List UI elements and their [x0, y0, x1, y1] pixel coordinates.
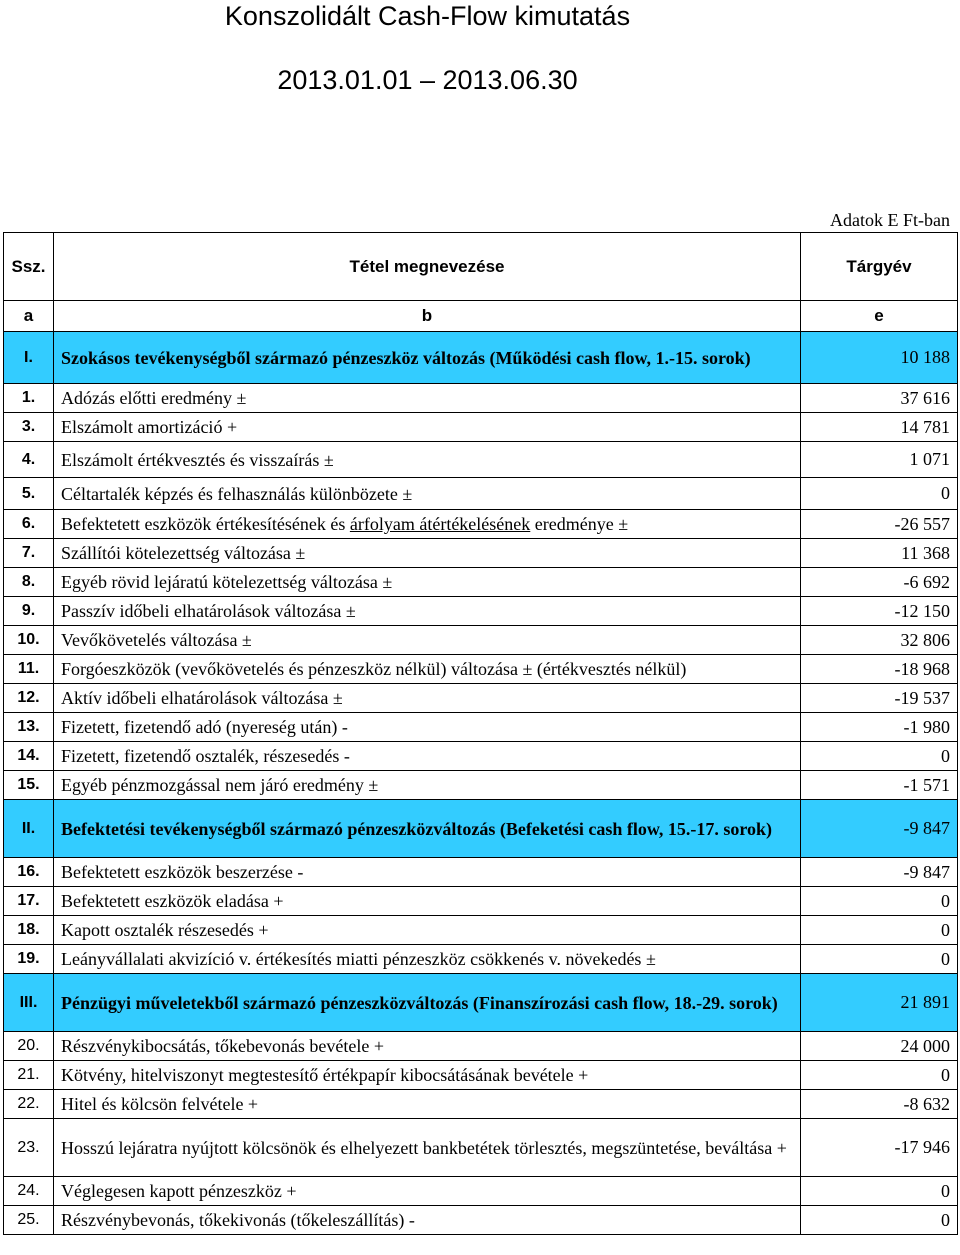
cash-flow-table	[3, 232, 958, 1235]
table-row	[4, 539, 958, 568]
row-label: Hitel és kölcsön felvétele +	[54, 1090, 801, 1119]
row-label: Részvénybevonás, tőkekivonás (tőkeleszállítás) -	[54, 1206, 801, 1235]
row-value: -1 980	[801, 713, 958, 742]
row-label: Kapott osztalék részesedés +	[54, 916, 801, 945]
page-title: Konszolidált Cash-Flow kimutatás	[224, 1, 631, 31]
row-value: 0	[801, 742, 958, 771]
row-label-part: eredménye ±	[530, 514, 629, 534]
row-number: 25.	[4, 1206, 54, 1235]
letter-a: a	[4, 301, 54, 332]
report-period: 2013.01.01 – 2013.06.30	[277, 65, 578, 95]
row-number: 9.	[4, 597, 54, 626]
row-value: 0	[801, 478, 958, 510]
row-value: -9 847	[801, 858, 958, 887]
row-value: 0	[801, 1061, 958, 1090]
row-number: 1.	[4, 384, 54, 413]
section-row-III	[4, 974, 958, 1032]
table-row	[4, 945, 958, 974]
table-row	[4, 1061, 958, 1090]
row-label: Hosszú lejáratra nyújtott kölcsönök és elhelyezett bankbetétek törlesztés, megszüntetése, beváltása +	[54, 1119, 801, 1177]
letter-b: b	[54, 301, 801, 332]
unit-note: Adatok E Ft-ban	[830, 210, 950, 230]
table-row	[4, 1032, 958, 1061]
row-value: 0	[801, 945, 958, 974]
row-value: 37 616	[801, 384, 958, 413]
header-name: Tétel megnevezése	[54, 233, 801, 301]
row-value: 1 071	[801, 442, 958, 478]
row-label: Kötvény, hitelviszonyt megtestesítő értékpapír kibocsátásának bevétele +	[54, 1061, 801, 1090]
row-number: 14.	[4, 742, 54, 771]
row-label: Fizetett, fizetendő osztalék, részesedés -	[54, 742, 801, 771]
table-row	[4, 1119, 958, 1177]
row-number: 18.	[4, 916, 54, 945]
row-label-part: Befektetett eszközök értékesítésének és	[61, 514, 350, 534]
row-value: 11 368	[801, 539, 958, 568]
underlined-term: árfolyam átértékelésének	[349, 514, 531, 534]
row-number: 16.	[4, 858, 54, 887]
table-row	[4, 771, 958, 800]
row-label: Passzív időbeli elhatárolások változása ±	[54, 597, 801, 626]
table-row	[4, 916, 958, 945]
row-number: 10.	[4, 626, 54, 655]
row-value: 21 891	[801, 974, 958, 1032]
table-header	[4, 233, 958, 301]
row-label	[54, 510, 801, 539]
row-value: 14 781	[801, 413, 958, 442]
table-row	[4, 597, 958, 626]
row-number: 12.	[4, 684, 54, 713]
row-label: Szokásos tevékenységből származó pénzeszköz változás (Működési cash flow, 1.-15. sorok)	[54, 332, 801, 384]
header-ssz: Ssz.	[4, 233, 54, 301]
row-number: I.	[4, 332, 54, 384]
table-row	[4, 568, 958, 597]
row-value: -26 557	[801, 510, 958, 539]
row-number: 24.	[4, 1177, 54, 1206]
table-row	[4, 413, 958, 442]
row-value: 0	[801, 1206, 958, 1235]
row-value: -8 632	[801, 1090, 958, 1119]
table-row	[4, 1206, 958, 1235]
table-row	[4, 510, 958, 539]
row-label: Forgóeszközök (vevőkövetelés és pénzeszköz nélkül) változása ± (értékvesztés nélkül)	[54, 655, 801, 684]
table-row	[4, 655, 958, 684]
row-label: Aktív időbeli elhatárolások változása ±	[54, 684, 801, 713]
row-number: 19.	[4, 945, 54, 974]
row-label: Elszámolt értékvesztés és visszaírás ±	[54, 442, 801, 478]
column-letter-row	[4, 301, 958, 332]
row-value: -17 946	[801, 1119, 958, 1177]
section-row-II	[4, 800, 958, 858]
row-value: 0	[801, 887, 958, 916]
section-row-I	[4, 332, 958, 384]
row-number: 6.	[4, 510, 54, 539]
row-number: 11.	[4, 655, 54, 684]
table-row	[4, 384, 958, 413]
row-number: 21.	[4, 1061, 54, 1090]
row-value: 32 806	[801, 626, 958, 655]
row-number: III.	[4, 974, 54, 1032]
row-label: Befektetési tevékenységből származó pénzeszközváltozás (Befeketési cash flow, 15.-17. sorok)	[54, 800, 801, 858]
row-label: Vevőkövetelés változása ±	[54, 626, 801, 655]
table-row	[4, 442, 958, 478]
table-row	[4, 684, 958, 713]
table-row	[4, 1177, 958, 1206]
header-value: Tárgyév	[801, 233, 958, 301]
row-label: Befektetett eszközök beszerzése -	[54, 858, 801, 887]
row-number: II.	[4, 800, 54, 858]
table-row	[4, 1090, 958, 1119]
table-row	[4, 887, 958, 916]
table-row	[4, 713, 958, 742]
row-label: Fizetett, fizetendő adó (nyereség után) -	[54, 713, 801, 742]
row-value: -6 692	[801, 568, 958, 597]
row-value: 24 000	[801, 1032, 958, 1061]
table-row	[4, 626, 958, 655]
row-label: Részvénykibocsátás, tőkebevonás bevétele +	[54, 1032, 801, 1061]
row-label: Véglegesen kapott pénzeszköz +	[54, 1177, 801, 1206]
row-label: Szállítói kötelezettség változása ±	[54, 539, 801, 568]
table-row	[4, 478, 958, 510]
row-number: 3.	[4, 413, 54, 442]
row-value: -1 571	[801, 771, 958, 800]
row-value: -18 968	[801, 655, 958, 684]
row-value: 0	[801, 1177, 958, 1206]
row-label: Leányvállalati akvizíció v. értékesítés miatti pénzeszköz csökkenés v. növekedés ±	[54, 945, 801, 974]
row-label: Pénzügyi műveletekből származó pénzeszközváltozás (Finanszírozási cash flow, 18.-29. sorok)	[54, 974, 801, 1032]
row-value: -19 537	[801, 684, 958, 713]
row-number: 20.	[4, 1032, 54, 1061]
row-number: 17.	[4, 887, 54, 916]
row-label: Adózás előtti eredmény ±	[54, 384, 801, 413]
row-label: Befektetett eszközök eladása +	[54, 887, 801, 916]
row-number: 15.	[4, 771, 54, 800]
row-number: 7.	[4, 539, 54, 568]
row-label: Céltartalék képzés és felhasználás különbözete ±	[54, 478, 801, 510]
row-number: 23.	[4, 1119, 54, 1177]
row-number: 13.	[4, 713, 54, 742]
row-value: 0	[801, 916, 958, 945]
row-number: 4.	[4, 442, 54, 478]
row-label: Elszámolt amortizáció +	[54, 413, 801, 442]
row-number: 8.	[4, 568, 54, 597]
row-number: 22.	[4, 1090, 54, 1119]
row-value: 10 188	[801, 332, 958, 384]
row-value: -9 847	[801, 800, 958, 858]
table-row	[4, 742, 958, 771]
table-row	[4, 858, 958, 887]
row-label: Egyéb rövid lejáratú kötelezettség változása ±	[54, 568, 801, 597]
letter-e: e	[801, 301, 958, 332]
row-label: Egyéb pénzmozgással nem járó eredmény ±	[54, 771, 801, 800]
row-value: -12 150	[801, 597, 958, 626]
row-number: 5.	[4, 478, 54, 510]
